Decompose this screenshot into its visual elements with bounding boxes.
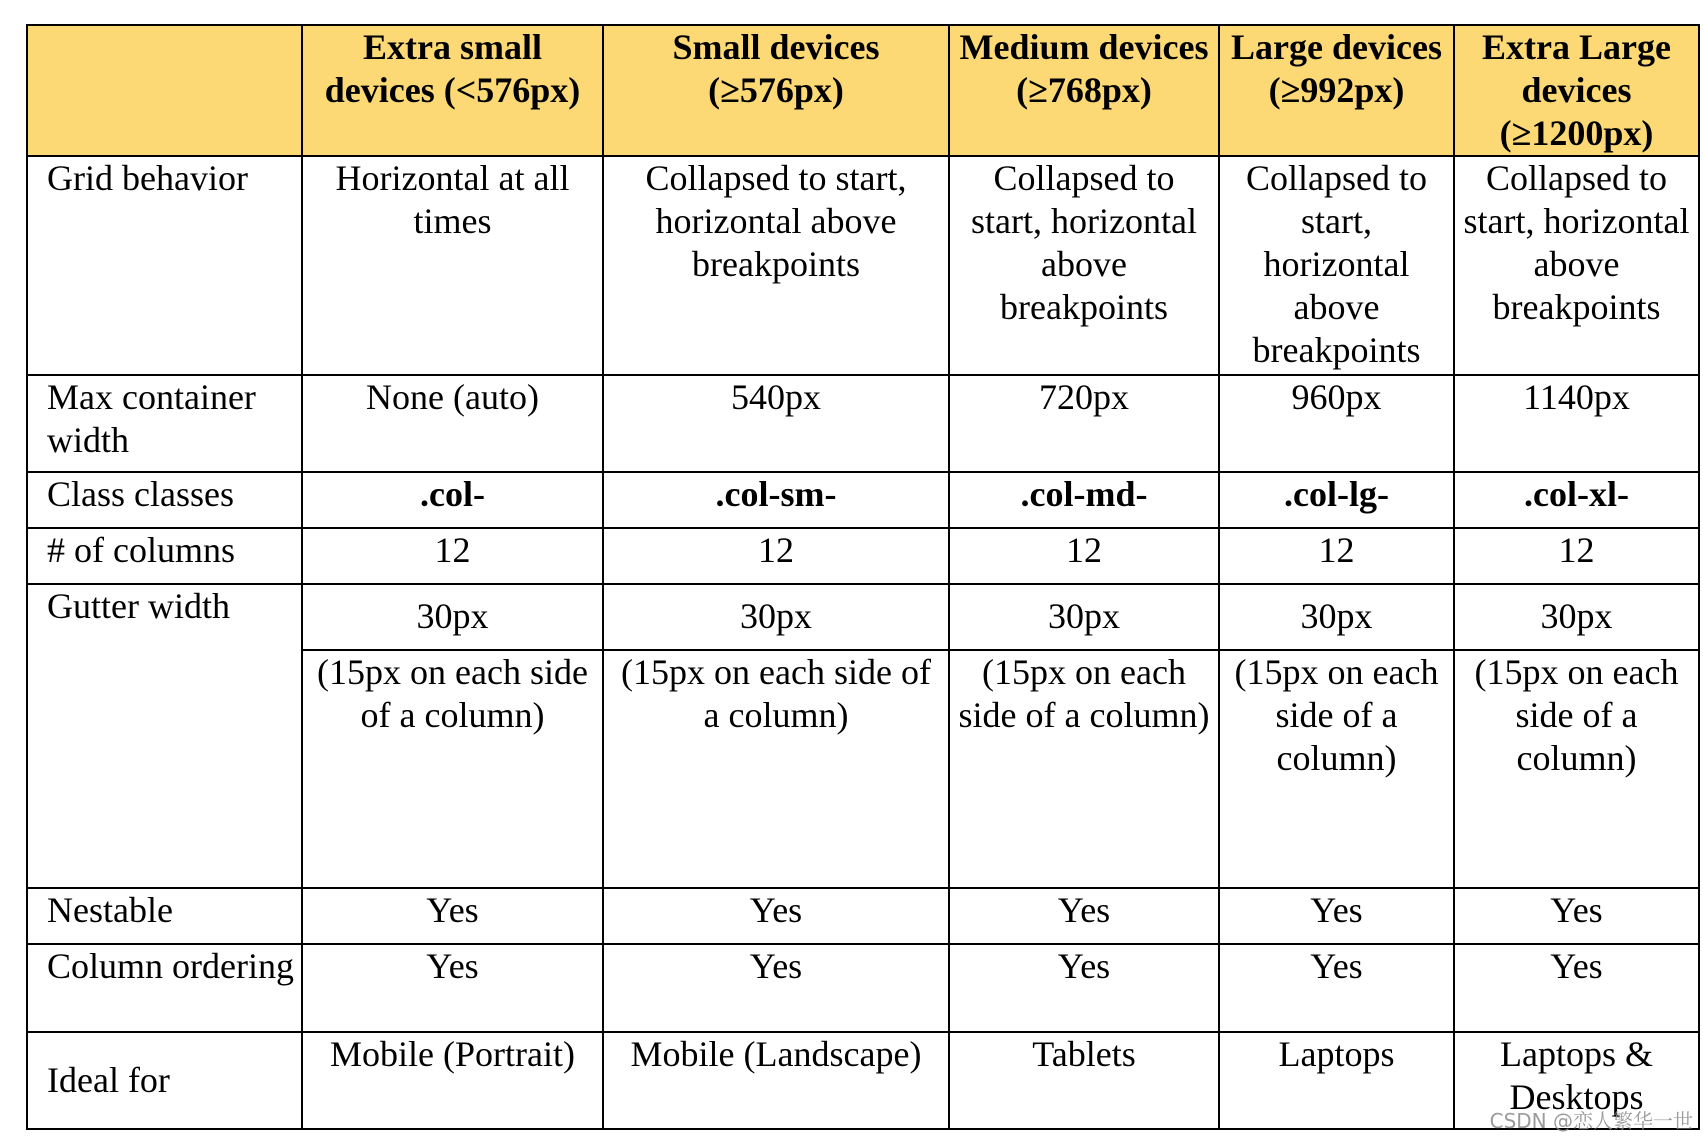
table-cell: .col-sm-	[603, 472, 949, 528]
row-label: Class classes	[27, 472, 302, 528]
table-cell: Laptops & Desktops	[1454, 1032, 1699, 1129]
header-corner-cell	[27, 25, 302, 156]
table-cell: 12	[1219, 528, 1454, 584]
row-label: Column ordering	[27, 944, 302, 1032]
table-cell: 960px	[1219, 375, 1454, 472]
table-cell: (15px on each side of a column)	[302, 650, 603, 888]
table-cell: (15px on each side of a column)	[1454, 650, 1699, 888]
table-cell: Collapsed to start, horizontal above breakpoints	[603, 156, 949, 375]
header-large: Large devices (≥992px)	[1219, 25, 1454, 156]
table-cell: 30px	[949, 584, 1219, 650]
bootstrap-grid-table	[26, 24, 1700, 1130]
table-cell: Yes	[302, 944, 603, 1032]
table-row-gutter-width	[27, 584, 1699, 650]
table-cell: .col-md-	[949, 472, 1219, 528]
header-extra-large: Extra Large devices (≥1200px)	[1454, 25, 1699, 156]
table-cell: Yes	[949, 888, 1219, 944]
table-cell: Tablets	[949, 1032, 1219, 1129]
header-row	[27, 25, 1699, 156]
table-cell: Yes	[603, 888, 949, 944]
table-cell: 30px	[603, 584, 949, 650]
row-label: Ideal for	[27, 1032, 302, 1129]
table-cell: 1140px	[1454, 375, 1699, 472]
row-label: # of columns	[27, 528, 302, 584]
table-cell: 30px	[1454, 584, 1699, 650]
table-cell: Collapsed to start, horizontal above breakpoints	[1219, 156, 1454, 375]
table-cell: 12	[603, 528, 949, 584]
header-small: Small devices (≥576px)	[603, 25, 949, 156]
row-label: Max container width	[27, 375, 302, 472]
table-cell: Yes	[302, 888, 603, 944]
table-cell: Yes	[603, 944, 949, 1032]
table-cell: Mobile (Portrait)	[302, 1032, 603, 1129]
row-label: Grid behavior	[27, 156, 302, 375]
table-cell: (15px on each side of a column)	[1219, 650, 1454, 888]
table-cell: Collapsed to start, horizontal above breakpoints	[949, 156, 1219, 375]
table-cell: 30px	[302, 584, 603, 650]
table-cell: .col-	[302, 472, 603, 528]
table-cell: .col-lg-	[1219, 472, 1454, 528]
table-cell: Yes	[1219, 944, 1454, 1032]
table-cell: (15px on each side of a column)	[603, 650, 949, 888]
table-row-column-ordering	[27, 944, 1699, 1032]
table-cell: 12	[302, 528, 603, 584]
table-cell: Yes	[1219, 888, 1454, 944]
table-cell: (15px on each side of a column)	[949, 650, 1219, 888]
table-cell: 30px	[1219, 584, 1454, 650]
table-row-grid-behavior	[27, 156, 1699, 375]
table-cell: Mobile (Landscape)	[603, 1032, 949, 1129]
table-row-class-classes	[27, 472, 1699, 528]
header-medium: Medium devices (≥768px)	[949, 25, 1219, 156]
header-extra-small: Extra small devices (<576px)	[302, 25, 603, 156]
table-cell: .col-xl-	[1454, 472, 1699, 528]
table-cell: 12	[949, 528, 1219, 584]
row-label: Nestable	[27, 888, 302, 944]
table-row-number-of-columns	[27, 528, 1699, 584]
table-cell: None (auto)	[302, 375, 603, 472]
row-label: Gutter width	[27, 584, 302, 888]
table-cell: 540px	[603, 375, 949, 472]
table-cell: Yes	[1454, 888, 1699, 944]
csdn-watermark: CSDN @恋人繁华一世	[1489, 1109, 1693, 1133]
table-cell: 720px	[949, 375, 1219, 472]
table-cell: Horizontal at all times	[302, 156, 603, 375]
table-cell: 12	[1454, 528, 1699, 584]
table-row-max-container-width	[27, 375, 1699, 472]
table-row-nestable	[27, 888, 1699, 944]
table-row-ideal-for	[27, 1032, 1699, 1129]
table-cell: Yes	[1454, 944, 1699, 1032]
table-cell: Collapsed to start, horizontal above breakpoints	[1454, 156, 1699, 375]
table-cell: Laptops	[1219, 1032, 1454, 1129]
table-cell: Yes	[949, 944, 1219, 1032]
